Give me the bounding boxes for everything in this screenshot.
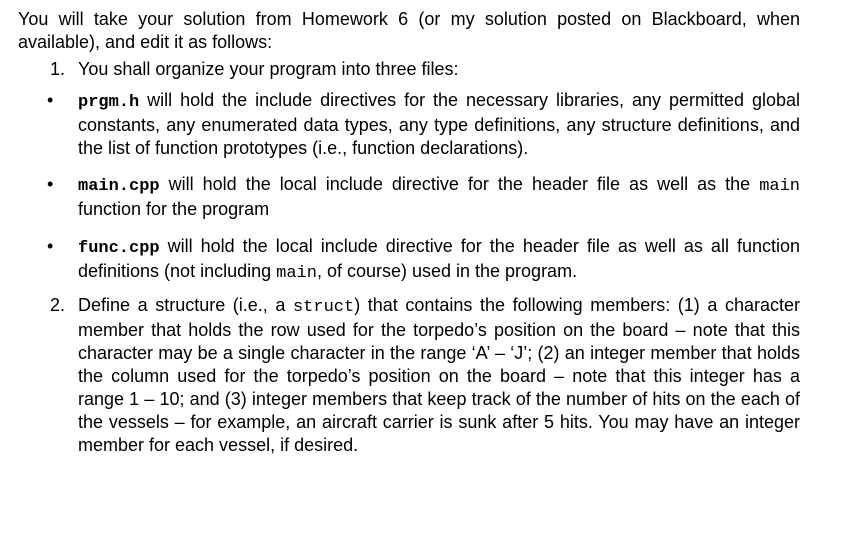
code-identifier: main: [759, 177, 800, 196]
bullet-func-cpp: [18, 235, 800, 285]
bullet-prgm-h: [18, 89, 800, 160]
numbered-item-1: [18, 58, 800, 81]
numbered-item-2: [18, 294, 800, 457]
file-bullet-list: [18, 89, 800, 285]
bullet-text: function for the program: [78, 199, 270, 219]
item-text: You shall organize your program into three files:: [78, 59, 459, 79]
bullet-text: will hold the local include directive for the header file as well as the: [159, 174, 760, 194]
bullet-icon: •: [47, 236, 54, 256]
assignment-document: [18, 8, 800, 457]
code-filename: prgm.h: [78, 93, 140, 112]
bullet-text: will hold the include directives for the necessary libraries, any permitted global constants, any enumerated data types, any type definitions, any structure definitions, and the list of function prototypes (i.e., function declarations).: [78, 90, 800, 158]
code-identifier: struct: [292, 298, 355, 317]
code-identifier: main: [276, 264, 317, 283]
code-filename: main.cpp: [78, 177, 160, 196]
bullet-icon: •: [47, 174, 54, 194]
bullet-main-cpp: [18, 173, 800, 221]
item-number: 2.: [50, 295, 66, 315]
item-text: ) that contains the following members: (1) a character member that holds the row used for the torpedo’s position on the board – note that this character may be a single character in the range ‘A’ – ‘J’; (2) an integer member that holds the column used for the torpedo’s position on the board – note that this integer has a range 1 – 10; and (3) integer members that keep track of the number of hits on the each of the vessels – for example, an aircraft carrier is sunk after 5 hits. You may have an integer member for each vessel, if desired.: [78, 295, 800, 455]
bullet-text: , of course) used in the program.: [316, 261, 578, 281]
bullet-icon: •: [47, 90, 54, 110]
item-number: 1.: [50, 59, 66, 79]
code-filename: func.cpp: [78, 239, 160, 258]
bullet-text: will hold the local include directive for the header file as well as all function definitions (not including: [78, 236, 800, 281]
intro-paragraph: You will take your solution from Homework 6 (or my solution posted on Blackboard, when available), and edit it as follows:: [18, 9, 800, 52]
item-text: Define a structure (i.e., a: [78, 295, 293, 315]
